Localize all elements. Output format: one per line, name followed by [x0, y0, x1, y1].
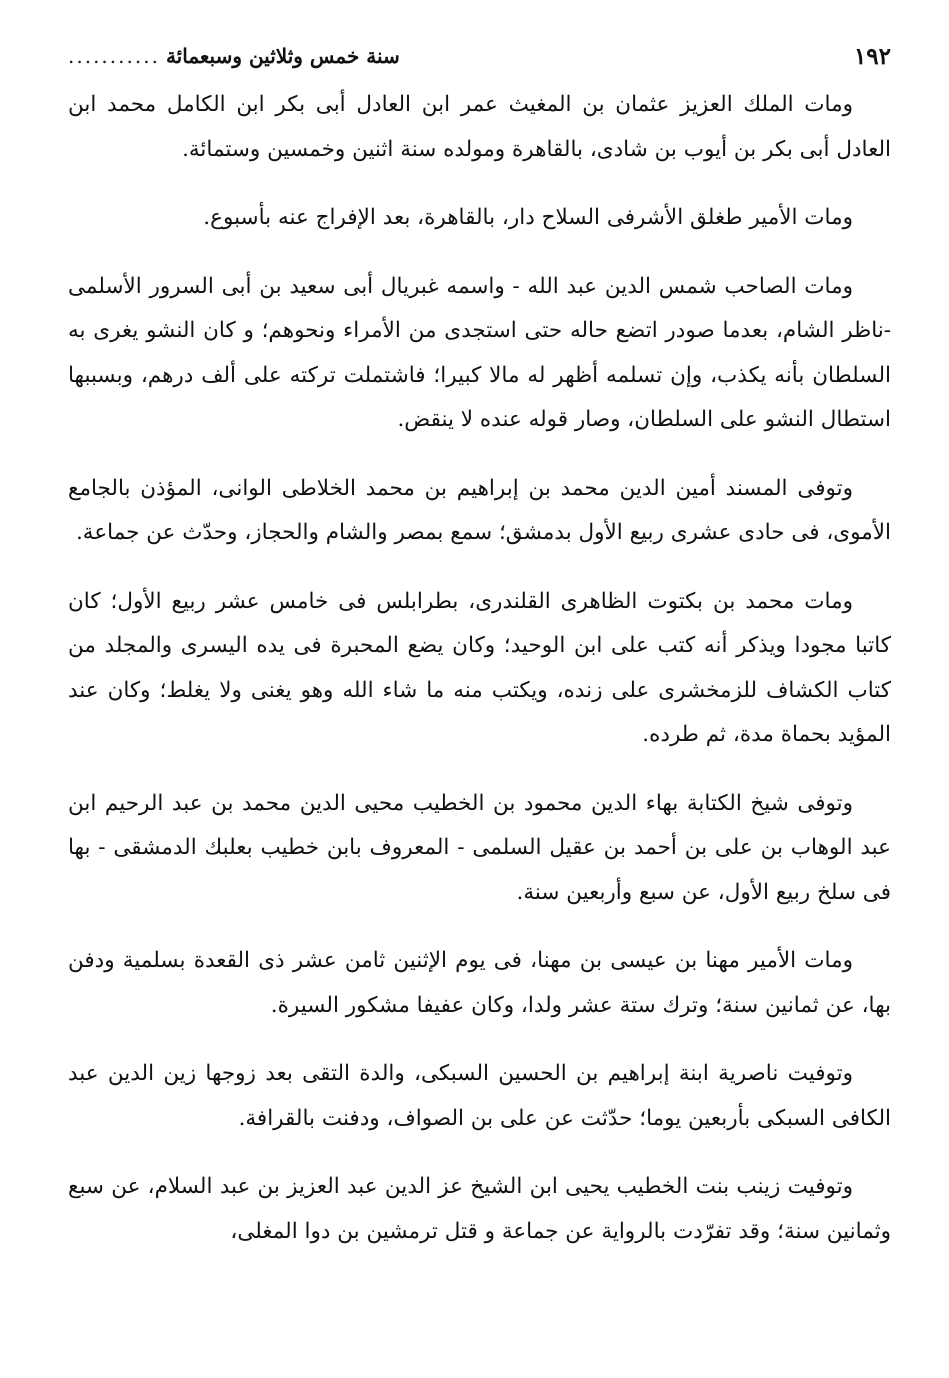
paragraph-text: وتوفى شيخ الكتابة بهاء الدين محمود بن الخطيب محيى الدين محمد بن عبد الرحيم ابن عبد الوهاب بن على بن أحمد بن عقيل السلمى - المعروف بابن خطيب بعلبك الدمشقى - بها فى سلخ ربيع الأول، عن سبع وأربعين سنة.	[68, 790, 891, 905]
header-title-group	[68, 44, 400, 68]
paragraph-3	[68, 265, 891, 443]
running-header	[68, 34, 891, 79]
paragraph-4	[68, 467, 891, 556]
page-number: ١٩٢	[853, 42, 891, 70]
paragraph-8	[68, 1052, 891, 1141]
paragraph-5	[68, 580, 891, 758]
paragraph-text: ومات الملك العزيز عثمان بن المغيث عمر ابن العادل أبى بكر ابن الكامل محمد ابن العادل أبى بكر بن أيوب بن شادى، بالقاهرة ومولده سنة اثنين وخمسين وستمائة.	[68, 92, 891, 162]
paragraph-text: وتوفيت زينب بنت الخطيب يحيى ابن الشيخ عز الدين عبد العزيز بن عبد السلام، عن سبع وثمانين سنة؛ وقد تفرّدت بالرواية عن جماعة و قتل ترمشين بن دوا المغلى،	[68, 1174, 891, 1244]
paragraph-1	[68, 83, 891, 172]
dot-leader: ...........	[68, 44, 160, 68]
paragraph-6	[68, 782, 891, 916]
page-body	[68, 83, 891, 1254]
paragraph-9	[68, 1165, 891, 1254]
paragraph-text: وتوفيت ناصرية ابنة إبراهيم بن الحسين السبكى، والدة التقى بعد زوجها زين الدين عبد الكافى السبكى بأربعين يوما؛ حدّثت عن على بن الصواف، ودفنت بالقرافة.	[68, 1061, 891, 1131]
paragraph-text: وتوفى المسند أمين الدين محمد بن إبراهيم بن محمد الخلاطى الوانى، المؤذن بالجامع الأموى، فى حادى عشرى ربيع الأول بدمشق؛ سمع بمصر والشام والحجاز، وحدّث عن جماعة.	[68, 475, 891, 545]
paragraph-text: ومات الأمير مهنا بن عيسى بن مهنا، فى يوم الإثنين ثامن عشر ذى القعدة بسلمية ودفن بها، عن ثمانين سنة؛ وترك ستة عشر ولدا، وكان عفيفا مشكور السيرة.	[68, 948, 891, 1018]
paragraph-text: ومات محمد بن بكتوت الظاهرى القلندرى، بطرابلس فى خامس عشر ربيع الأول؛ كان كاتبا مجودا ويذكر أنه كتب على ابن الوحيد؛ وكان يضع المحبرة فى يده اليسرى والمجلد من كتاب الكشاف للزمخشرى على زنده، ويكتب منه ما شاء الله وهو يغنى ولا يغلط؛ وكان عند المؤيد بحماة مدة، ثم طرده.	[68, 588, 891, 747]
paragraph-text: ومات الأمير طغلق الأشرفى السلاح دار، بالقاهرة، بعد الإفراج عنه بأسبوع.	[203, 205, 853, 230]
paragraph-text: ومات الصاحب شمس الدين عبد الله - واسمه غبريال أبى سعيد بن أبى السرور الأسلمى -ناظر الشام، بعدما صودر اتضع حاله حتى استجدى من الأمراء ونحوهم؛ و كان النشو يغرى به السلطان بأنه يكذب، وإن تسلمه أظهر له مالا كبيرا؛ فاشتملت تركته على ألف درهم، وبسببها استطال النشو على السلطان، وصار قوله عنده لا ينقض.	[68, 273, 891, 432]
header-title: سنة خمس وثلاثين وسبعمائة	[165, 44, 400, 68]
paragraph-7	[68, 939, 891, 1028]
paragraph-2	[68, 196, 891, 241]
